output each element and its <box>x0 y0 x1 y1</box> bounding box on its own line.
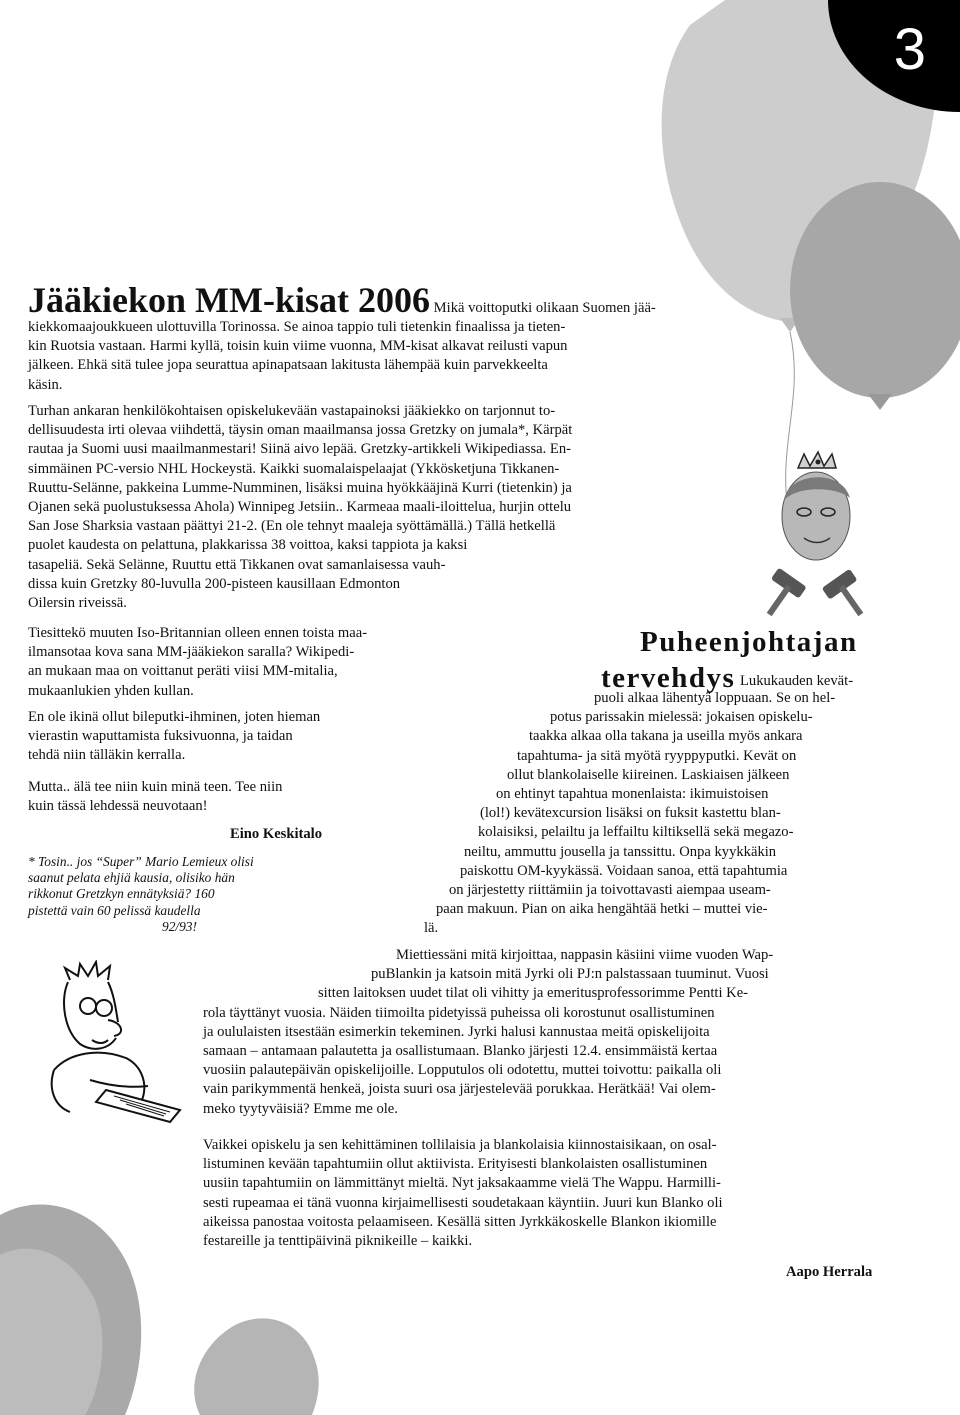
text-line: Tiesittekö muuten Iso-Britannian olleen ennen toista maa- <box>28 625 368 641</box>
footnote-line: 92/93! <box>162 918 197 934</box>
text-line: vierastin waputtamista fuksivuonna, ja taidan <box>28 728 293 745</box>
text-line: Ojanen sekä puolustuksessa Ahola) Winnipeg Jetsiin.. Karmeaa maali-iloittelua, hurjin ottelu <box>28 499 572 516</box>
text-line: rautaa ja Suomi uusi maailmanmestari! Siinä aivo lepää. Gretzky-artikkeli Wikipediassa. En- <box>28 441 571 458</box>
text-line: Miettiessäni mitä kirjoittaa, nappasin käsiini viime vuoden Wap- <box>396 947 774 963</box>
text-line: Vaikkei opiskelu ja sen kehittäminen tollilaisia ja blankolaisia kiinnostaisikaan, on osal- <box>203 1137 717 1153</box>
text-line: vain parikymmentä henkeä, joista suuri osa järjestelevää porukkaa. Herätkää! Vai olem- <box>203 1081 716 1098</box>
text-line: Oilersin riveissä. <box>28 595 127 612</box>
article-1-intro <box>28 280 724 393</box>
text-line: ilmansotaa kova sana MM-jääkiekon saralla? Wikipedi- <box>28 644 355 661</box>
text-line: an mukaan maa on voittanut peräti viisi MM-mitalia, <box>28 663 338 680</box>
page-number: 3 <box>893 17 926 82</box>
footnote-line: rikkonut Gretzkyn ennätyksiä? 160 <box>28 886 215 902</box>
text-line: Lukukauden kevät- <box>740 673 854 689</box>
article-1-author: Eino Keskitalo <box>230 826 323 842</box>
text-line: simmäinen PC-versio NHL Hockeystä. Kaikki suomalaispelaajat (Ykkösketjuna Tikkanen- <box>28 460 560 477</box>
text-line: ja oululaisten itsestään esimerkin tekeminen. Jyrki halusi kannustaa meitä opiskelijoita <box>203 1023 710 1040</box>
balloon-bottom-left-icon <box>0 1204 141 1415</box>
text-line: aikeissa panostaa voitosta pelaamiseen. Kesällä sitten Jyrkkäkoskelle Blankon ikiomille <box>203 1213 717 1230</box>
article-1-paragraph-2 <box>28 402 728 613</box>
article-1 <box>28 280 724 393</box>
text-line: ollut blankolaiselle kiireinen. Laskiaisen jälkeen <box>507 766 790 783</box>
text-line: kin Ruotsia vastaan. Harmi kyllä, toisin kuin viime vuonna, MM-kisat alkavat reilusti vapun <box>28 338 568 355</box>
text-line: kolaisiksi, pelailtu ja leffailtu kiltiksellä sekä megazo- <box>478 824 794 841</box>
text-line: puoli alkaa lähentyä loppuaan. Se on hel- <box>594 690 836 706</box>
text-line: meko tyytyväisiä? Emme me ole. <box>203 1100 398 1117</box>
text-line: mukaanlukien yhden kullan. <box>28 682 194 699</box>
footnote-line: * Tosin.. jos “Super” Mario Lemieux olisi <box>28 854 254 869</box>
article-2-paragraph-1 <box>404 662 894 939</box>
article-2-paragraph-2 <box>203 946 895 1119</box>
balloon-right-icon <box>790 182 960 410</box>
text-line: sitten laitoksen uudet tilat oli vihitty ja emeritusprofessorimme Pentti Ke- <box>318 985 749 1002</box>
text-line: sesti rupeamaa ei tänä vuonna kirjaimellisesti soudetakaan käyntiin. Juuri kun Blanko oli <box>203 1194 723 1211</box>
article-1-paragraph-3 <box>28 624 468 701</box>
text-line: uusiin tapahtumiin on lämmittänyt mieltä. Nyt jaksakaamme vielä The Wappu. Harmilli- <box>203 1175 721 1192</box>
balloon-bottom-right-icon <box>194 1318 319 1415</box>
text-line: paiskottu OM-kyykässä. Voidaan sanoa, että tapahtumia <box>460 862 788 879</box>
text-line: neiltu, ammuttu jousella ja tanssittu. Onpa kyykkäkin <box>464 843 777 860</box>
article-2-title-line-2: tervehdys <box>601 662 736 694</box>
text-line: kiekkomaajoukkueen ulottuvilla Torinossa. Se ainoa tappio tuli tietenkin finaalissa ja tieten- <box>28 319 566 335</box>
article-2-title-line-1: Puheenjohtajan <box>640 626 858 658</box>
text-line: paan makuun. Pian on aika hengähtää hetki – muttei vie- <box>436 901 768 918</box>
text-line: dissa kuin Gretzky 80-luvulla 200-pisteen kausillaan Edmonton <box>28 575 401 592</box>
footnote-line: pistettä vain 60 pelissä kaudella <box>28 902 201 918</box>
article-1-title: Jääkiekon MM-kisat 2006 <box>28 280 431 320</box>
text-line: puBlankin ja katsoin mitä Jyrki oli PJ:n palstassaan tuuminut. Vuosi <box>371 966 769 983</box>
text-line: Mutta.. älä tee niin kuin minä teen. Tee niin <box>28 779 283 795</box>
text-line: festareille ja tenttipäivinä piknikeille – kaikki. <box>203 1233 473 1250</box>
chairman-photo-with-crown <box>760 450 870 620</box>
text-line: tapahtuma- ja sitä myötä ryyppyputki. Kevät on <box>517 747 797 764</box>
text-line: San Jose Sharksia vastaan päättyi 21-2. (En ole tehnyt maaleja syöttämällä.) Tällä hetkellä <box>28 518 556 535</box>
text-line: puolet kaudesta on pelattuna, plakkarissa 38 voittoa, kaksi tappiota ja kaksi <box>28 537 468 554</box>
text-line: lä. <box>424 920 439 937</box>
text-line: potus parissakin mielessä: jokaisen opiskelu- <box>550 709 813 726</box>
text-line: jälkeen. Ehkä sitä tulee jopa seurattua apinapatsaan lakitusta lähempää kuin parvekkeelta <box>28 357 548 374</box>
cartoon-person-illustration <box>30 960 200 1130</box>
text-line: En ole ikinä ollut bileputki-ihminen, joten hieman <box>28 709 321 725</box>
text-line: rola täyttänyt vuosia. Näiden tiimoilta pidetyissä puheissa oli korostunut osallistuminen <box>203 1004 715 1021</box>
text-line: dellisuudesta irti olevaa viihdettä, täysin oman maailmansa jossa Gretzky on jumala*, Kärpät <box>28 422 573 439</box>
text-line: Turhan ankaran henkilökohtaisen opiskelukevään vastapainoksi jääkiekko on tarjonnut to- <box>28 403 556 419</box>
text-line: käsin. <box>28 376 63 393</box>
text-line: listuminen kevään tapahtumiin ollut aktiivista. Erityisesti blankolaisten osallistuminen <box>203 1156 708 1173</box>
text-line: taakka alkaa olla takana ja useilla myös ankara <box>529 728 803 745</box>
article-1-paragraph-4 <box>28 708 408 766</box>
text-line: vuosiin palautepäivän opiskelijoille. Lopputulos oli odotettu, muttei toivottu: paikalla oli <box>203 1062 722 1079</box>
text-line: Ruuttu-Selänne, pakkeina Lumme-Numminen, lisäksi muina hyökkääjinä Kurri (tietenkin) ja <box>28 479 572 496</box>
footnote-line: saanut pelata ehjiä kausia, olisiko hän <box>28 870 235 886</box>
article-1-paragraph-5 <box>28 778 408 816</box>
article-1-footnote <box>28 854 328 935</box>
article-2-author: Aapo Herrala <box>786 1264 873 1280</box>
text-line: tehdä niin tälläkin kerralla. <box>28 747 186 764</box>
text-line: samaan – antamaan palautetta ja osallistumaan. Blanko järjesti 12.4. ensimmäistä kertaa <box>203 1043 718 1060</box>
text-line: on ehtinyt tapahtua monenlaista: ikimuistoisen <box>496 786 769 803</box>
text-line: tasapeliä. Sekä Selänne, Ruuttu että Tikkanen ovat samanlaisessa vauh- <box>28 556 446 573</box>
article-2-paragraph-3 <box>203 1136 895 1251</box>
text-line: (lol!) kevätexcursion lisäksi on fuksit kastettu blan- <box>480 805 781 822</box>
text-line: on järjestetty riittämiin ja toivottavasti aiempaa useam- <box>449 882 771 899</box>
text-line: kuin tässä lehdessä neuvotaan! <box>28 798 208 815</box>
article-1-intro-line: Mikä voittoputki olikaan Suomen jää- <box>433 300 656 316</box>
